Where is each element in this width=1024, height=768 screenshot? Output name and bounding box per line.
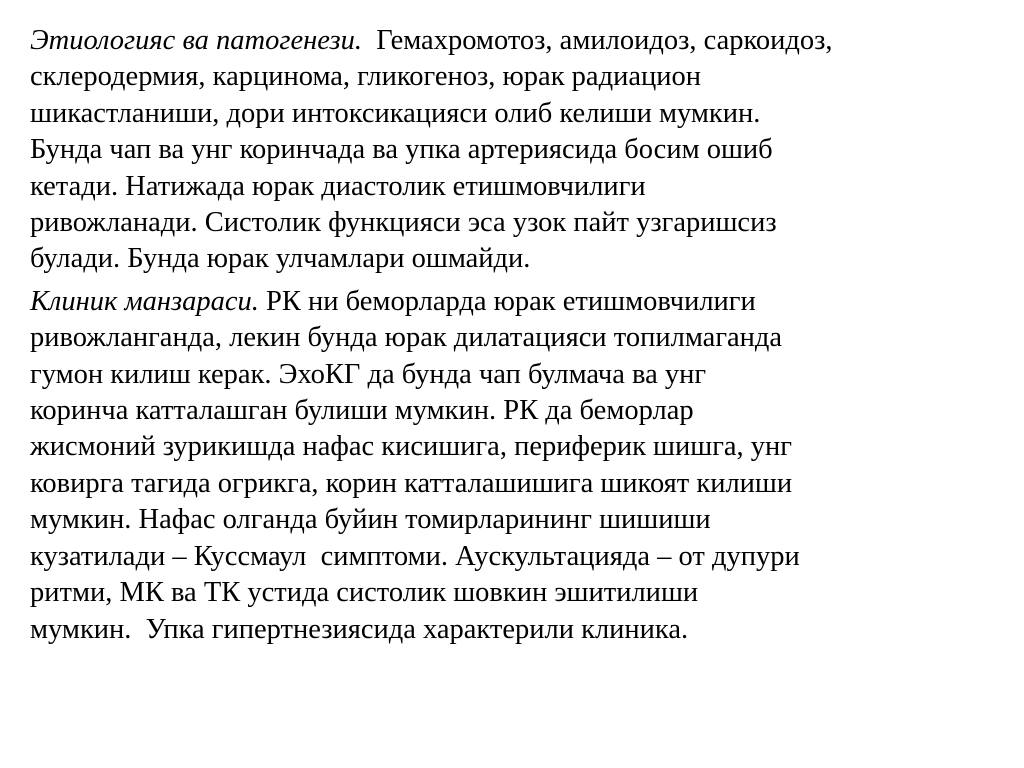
text-line: гумон килиш керак. ЭхоКГ да бунда чап булмача ва унг [30, 358, 707, 390]
text-line: ривожланганда, лекин бунда юрак дилатацияси топилмаганда [30, 322, 783, 354]
text-line: ривожланади. Систолик функцияси эса узок пайт узгаришсиз [30, 207, 777, 239]
text-line: Бунда чап ва унг коринчада ва упка артериясида босим ошиб [30, 134, 773, 166]
text-line: склеродермия, карцинома, гликогеноз, юрак радиацион [30, 61, 701, 93]
text-line: мумкин. Упка гипертнезиясида характерили клиника. [30, 613, 689, 645]
paragraph-clinical-picture [30, 284, 994, 648]
text-line: коринча катталашган булиши мумкин. РК да беморлар [30, 395, 694, 427]
paragraph-etiology [30, 23, 994, 278]
text-line: булади. Бунда юрак улчамлари ошмайди. [30, 243, 531, 275]
text-line: ковирга тагида огрикга, корин катталашишига шикоят килиши [30, 467, 793, 499]
text-line [30, 284, 994, 320]
text-line: мумкин. Нафас олганда буйин томирларининг шишиши [30, 504, 711, 536]
text-line: жисмоний зурикишда нафас кисишига, периферик шишга, унг [30, 431, 792, 463]
section-heading-clinical: Клиник манзараси. [30, 285, 259, 317]
section-heading-etiology: Этиологияс ва патогенези. [30, 25, 363, 56]
text-line: ритми, МК ва ТК устида систолик шовкин эшитилиши [30, 577, 699, 609]
text-segment: Гемахромотоз, амилоидоз, саркоидоз, [362, 25, 833, 56]
text-line: кетади. Натижада юрак диастолик етишмовчилиги [30, 170, 646, 202]
text-line: кузатилади – Куссмаул симптоми. Аускультацияда – от дупури [30, 540, 800, 572]
text-line [30, 23, 994, 59]
text-segment: РК ни беморларда юрак етишмовчилиги [258, 285, 756, 317]
text-line: шикастланиши, дори интоксикацияси олиб келиши мумкин. [30, 97, 761, 129]
